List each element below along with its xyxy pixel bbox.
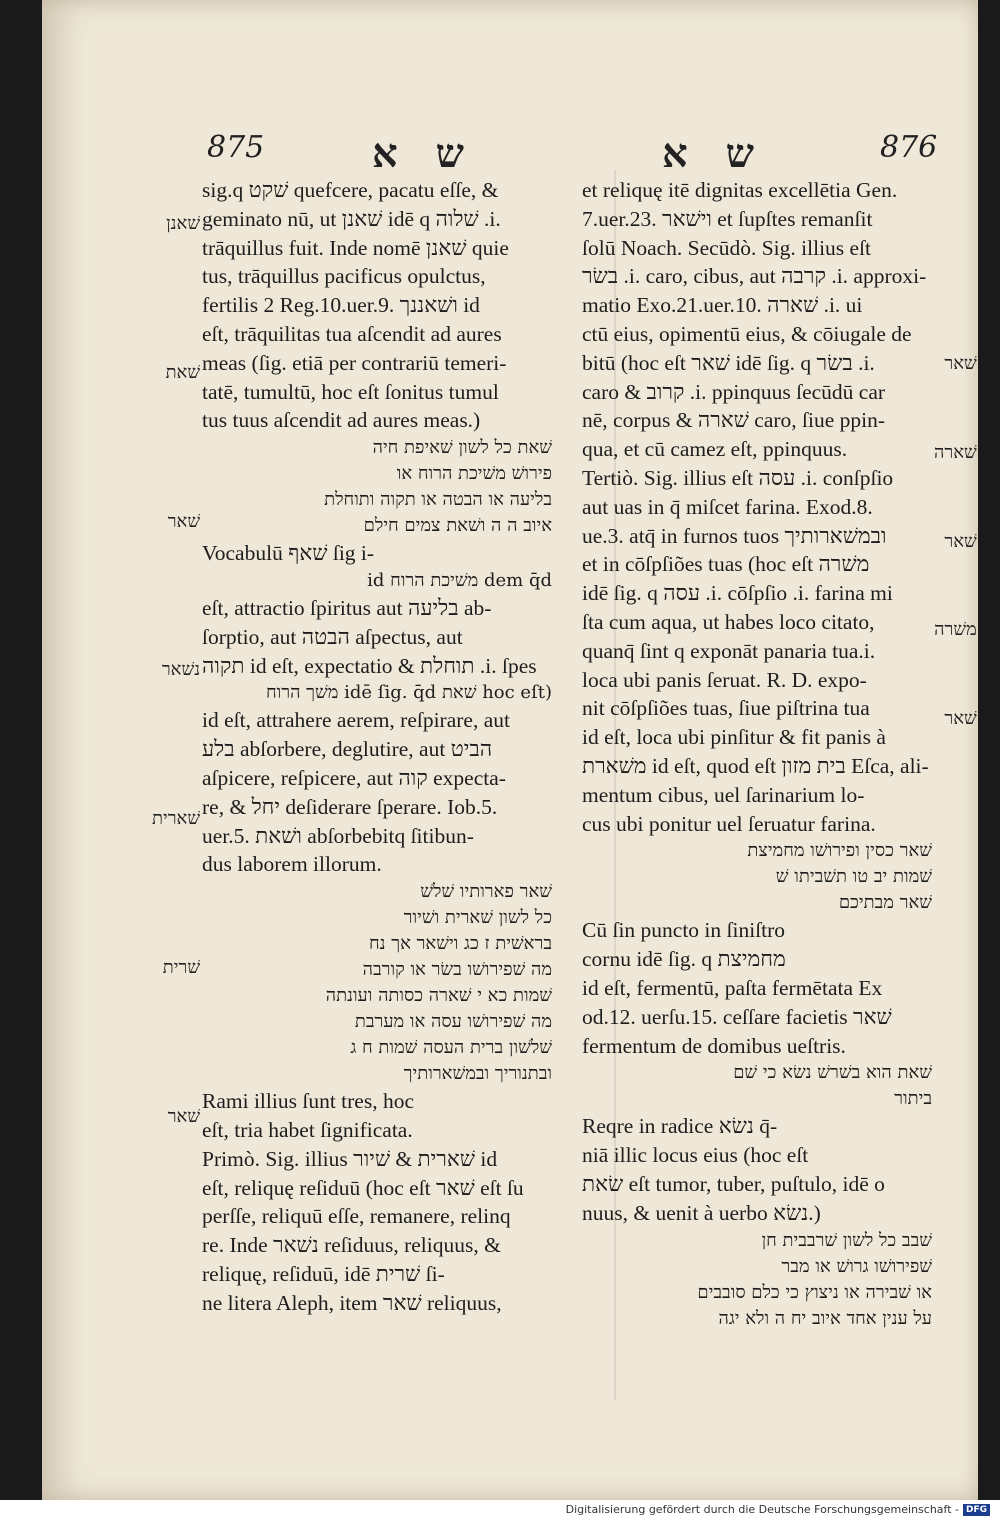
text-line: ctū eius, opimentū eius, & cōiugale de: [582, 321, 912, 346]
text-line: על ענין אחד איוב יח ה ולא יגה: [718, 1307, 932, 1329]
text-line: שׁאר כסין ופירושׁו מחמיצת: [747, 840, 932, 862]
margin-note: שׁרית: [162, 956, 201, 978]
text-line: (hoc eſt שׁאת idē ſig. q̄d משׁך הרוח: [265, 682, 552, 704]
text-line: nē, corpus & שׁארה caro, ſiue ppin-: [582, 408, 886, 433]
text-line: dus laborem illorum.: [202, 852, 382, 877]
text-line: sig.q שׁקט quefcere, pacatu eſſe, &: [202, 178, 499, 202]
text-line: שׁלשׁון ברית העסה שׁמות ח ג: [350, 1037, 552, 1059]
margin-note: משׁרה: [934, 619, 977, 641]
text-line: ſolū Noach. Secūdò. Sig. illius eſt: [582, 235, 872, 260]
text-line: או שׁבירה או ניצוץ כי כלם סובבים: [697, 1281, 932, 1303]
left-running-head: [372, 130, 476, 177]
margin-note: שׁאר: [944, 530, 977, 552]
margin-note: שׁארית: [152, 808, 201, 830]
text-line: מה שׁפירושׁו בשׂר או קורבה: [362, 959, 552, 981]
text-line: שׂאת eſt tumor, tuber, puſtulo, idē o: [582, 1171, 885, 1196]
text-line: cus ubi ponitur uel ſeruatur farina.: [582, 811, 876, 836]
text-line: מה שׁפירושׁו עסה או מערבת: [354, 1011, 552, 1033]
text-line: loca ubi panis ſeruat. R. D. expo-: [582, 667, 867, 692]
text-line: שׁבב כל לשון שׁרבבית חן: [761, 1229, 932, 1251]
text-line: cornu idē ſig. q מחמיצת: [582, 947, 786, 972]
text-line: idē ſig. q עסה .i. cōſpſio .i. farina mi: [582, 581, 893, 606]
text-line: tus, trāquillus pacificus opulctus,: [202, 264, 486, 289]
left-page-number: 875: [207, 130, 265, 165]
text-line: Cū ſin puncto in ſiniſtro: [582, 918, 786, 943]
text-line: et reliquę itē dignitas excellētia Gen.: [582, 178, 898, 202]
text-line: re, & יחל deſiderare ſperare. Iob.5.: [202, 794, 498, 819]
text-line: aſpicere, reſpicere, aut קוה expecta-: [202, 765, 506, 790]
text-line: בליעה או הבטה או תקוה ותוחלת: [324, 489, 552, 511]
right-column: [582, 176, 932, 1332]
text-line: niā illic locus eius (hoc eſt: [582, 1143, 809, 1168]
text-line: Vocabulū שׁאף ſig i-: [202, 541, 375, 566]
text-line: mentum cibus, uel ſarinarium lo-: [582, 782, 865, 807]
text-line: eſt, tria habet ſignificata.: [202, 1117, 413, 1142]
text-line: בראשׁית ז כג וישׁאר אך נח: [369, 933, 552, 955]
credit-text: Digitalisierung gefördert durch die Deutsche Forschungsgemeinschaft -: [565, 1503, 959, 1516]
text-line: eſt, reliquę reſiduū (hoc eſt שׁאר eſt ſu: [202, 1175, 524, 1200]
text-line: tus tuus aſcendit ad aures meas.): [202, 408, 481, 433]
text-line: nit cōſpſiões tuas, ſiue piſtrina tua: [582, 696, 870, 721]
left-hebrew-head: ש א: [372, 130, 476, 177]
text-line: nuus, & uenit à uerbo נשׂא.): [582, 1200, 821, 1225]
text-line: meas (ſig. etiā per contrariū temeri-: [202, 350, 507, 375]
right-running-head: [662, 130, 766, 177]
text-line: איוב ה ה ושׁאת צמים חילם: [363, 515, 552, 537]
margin-note: שׁאנן: [166, 213, 201, 234]
text-line: ובתנוריך ובמשׁארותיך: [403, 1063, 552, 1085]
text-line: id eſt, attrahere aerem, reſpirare, aut: [202, 708, 510, 733]
margin-note: שׁאר: [167, 1105, 201, 1127]
text-line: Primò. Sig. illius שׁארית & שׁיור id: [202, 1146, 498, 1171]
text-line: שׁמות כא י שׁארה כסותה ועונתה: [325, 985, 552, 1007]
text-line: שׁאת הוא בשׁרשׁ נשׂא כי שׁם: [733, 1062, 932, 1084]
text-line: od.12. uerſu.15. ceſſare facietis שׁאר: [582, 1004, 892, 1029]
book-page: [42, 0, 978, 1500]
text-line: dem q̄d משׁיכת הרוח id: [367, 569, 552, 591]
text-line: fertilis 2 Reg.10.uer.9. ושׁאננך id: [202, 293, 480, 318]
text-line: בשׂר .i. caro, cibus, aut קרבה .i. approxi-: [582, 264, 927, 289]
text-line: שׁפירושׁו גרושׁ או מבר: [781, 1255, 932, 1277]
margin-note: שׁאת: [165, 361, 201, 383]
text-line: aut uas in q̄ miſcet farina. Exod.8.: [582, 494, 873, 519]
text-line: fermentum de domibus ueſtris.: [582, 1033, 846, 1058]
text-line: perſſe, reliquū eſſe, remanere, relinq: [202, 1204, 511, 1229]
margin-note: שׁאר: [944, 708, 977, 730]
text-line: matio Exo.21.uer.10. שׁארה .i. ui: [582, 293, 863, 318]
text-line: qua, et cū camez eſt, ppinquus.: [582, 437, 848, 462]
text-line: quanq̄ ſint q exponāt panaria tua.i.: [582, 638, 876, 663]
text-line: bitū (hoc eſt שׁאר idē ſig. q בשׂר .i.: [582, 350, 875, 375]
text-line: תקוה id eſt, expectatio & תוחלת .i. ſpes: [202, 653, 537, 678]
text-line: caro & קרוב .i. ppinquus ſecūdū car: [582, 379, 886, 404]
left-header: [207, 130, 264, 165]
text-line: ſta cum aqua, ut habes loco citato,: [582, 609, 875, 634]
text-line: ue.3. atq̄ in furnos tuos ובמשׁארותיך: [582, 523, 887, 548]
right-margin-notes: [934, 350, 977, 794]
text-line: id eſt, loca ubi pinſitur & fit panis à: [582, 725, 886, 750]
text-line: כל לשון שׁארית ושׁיור: [403, 907, 552, 929]
right-page-number: 876: [880, 130, 938, 165]
text-line: משׁארת id eſt, quod eſt בית מזון Eſca, ali-: [582, 753, 929, 778]
text-line: שׁאר מבתיכם: [838, 892, 932, 914]
text-line: ne litera Aleph, item שׁאר reliquus,: [202, 1290, 502, 1315]
text-line: trāquillus fuit. Inde nomē שׁאנן quie: [202, 235, 509, 260]
text-line: eſt, trāquilitas tua aſcendit ad aures: [202, 321, 502, 346]
text-line: eſt, attractio ſpiritus aut בליעה ab-: [202, 595, 492, 620]
footer-credit: [0, 1500, 1000, 1519]
text-line: שׁמות יב טו תשׁביתו שׁ: [775, 866, 932, 888]
text-line: 7.uer.23. וישׁאר et ſupſtes remanſit: [582, 206, 873, 231]
text-line: פירושׁ משׁיכת הרוח או: [396, 463, 552, 485]
text-line: id eſt, fermentū, paſta fermētata Ex: [582, 975, 883, 1000]
text-line: uer.5. ושׁאת abſorbebitq ſitibun-: [202, 823, 474, 848]
margin-note: שׁאר: [944, 353, 977, 374]
margin-note: נשׁאר: [161, 659, 201, 681]
text-line: tatē, tumultū, hoc eſt ſonitus tumul: [202, 379, 499, 404]
text-line: et in cōſpſiões tuas (hoc eſt משׁרה: [582, 552, 870, 577]
margin-note: שׁארה: [934, 441, 977, 463]
text-line: reliquę, reſiduū, idē שׁרית ſi-: [202, 1261, 445, 1286]
right-hebrew-head: ש א: [662, 130, 766, 177]
text-line: שׁאת כל לשון שׁאיפת חיה: [372, 437, 552, 459]
left-margin-notes: [152, 210, 200, 1252]
text-line: Rami illius ſunt tres, hoc: [202, 1089, 414, 1114]
margin-note: שׁאר: [167, 510, 201, 532]
text-line: Reqre in radice נשׂא q̄-: [582, 1114, 778, 1139]
text-line: re. Inde נשׁאר reſiduus, reliquus, &: [202, 1233, 501, 1258]
right-header: [880, 130, 937, 165]
text-line: ביתור: [894, 1088, 932, 1110]
left-column: [202, 176, 552, 1318]
dfg-logo: DFG: [963, 1504, 990, 1516]
text-line: שׁאר פארותיו שׁלשׁ: [420, 881, 552, 903]
text-line: Tertiò. Sig. illius eſt עסה .i. conſpſio: [582, 465, 894, 490]
text-line: geminato nū, ut שׁאנן idē q שׁלוה .i.: [202, 206, 501, 231]
text-line: ſorptio, aut הבטה aſpectus, aut: [202, 624, 463, 649]
text-line: בלע abſorbere, deglutire, aut הביט: [202, 737, 493, 762]
